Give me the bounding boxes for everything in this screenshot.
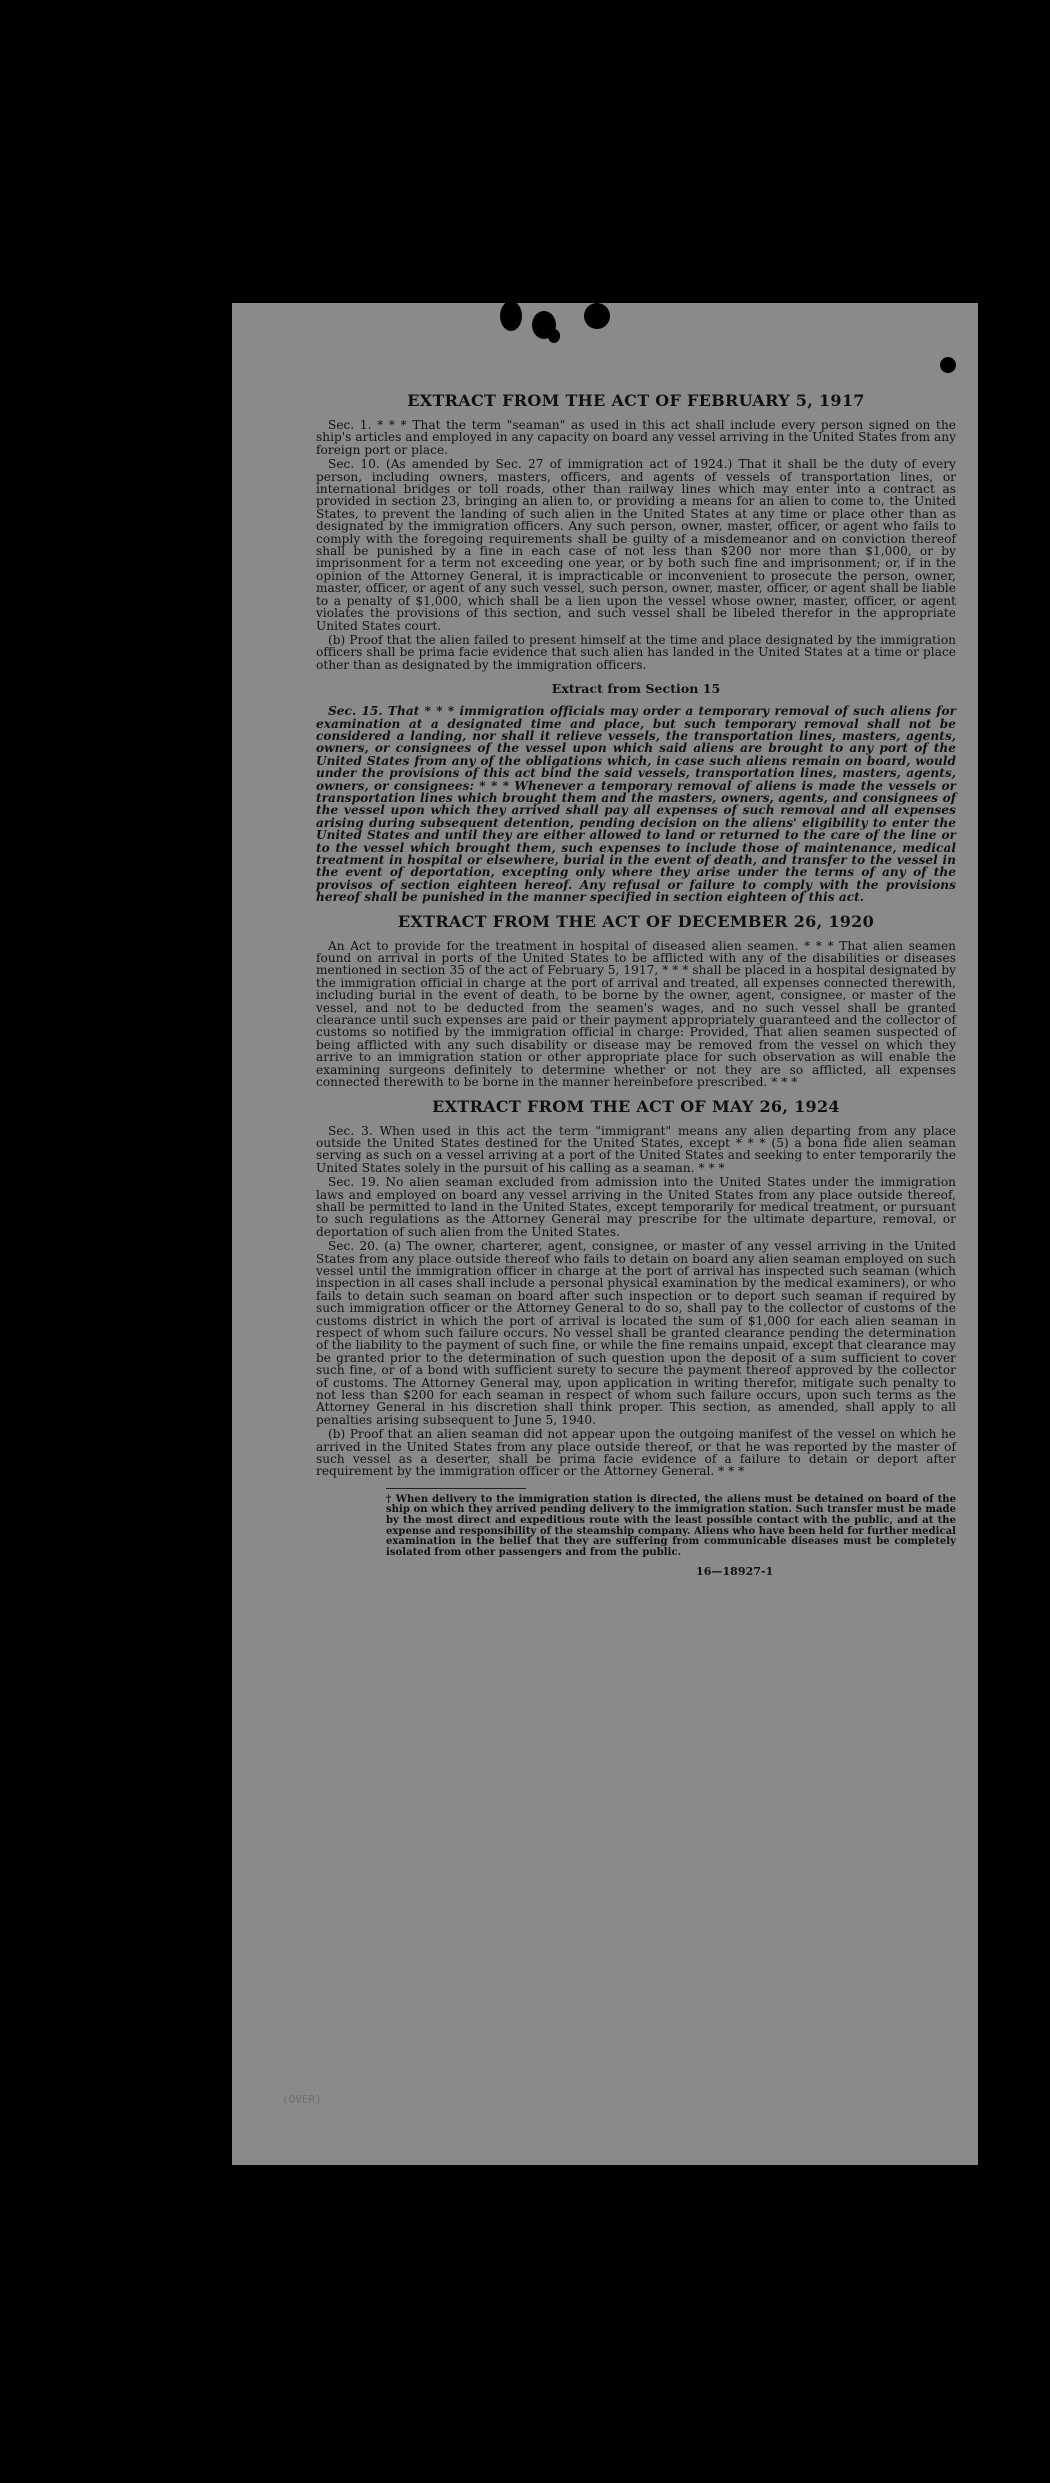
hole-mark: [584, 303, 610, 329]
act-1920-text: An Act to provide for the treatment in hospital of diseased alien seamen. * * * That alien seamen found on arrival in ports of the United States to be afflicted with any of the disabilities or diseases mentioned in section 35 of the act of February 5, 1917, * * * shall be placed in a hospital designated by the immigration official in charge at the port of arrival and treated, all expenses connected therewith, including burial in the event of death, to be borne by the owner, agent, consignee, or master of the vessel, and not to be deducted from the seamen's wages, and no such vessel shall be granted clearance until such expenses are paid or their payment appropriately guaranteed and the collector of customs so notified by the immigration official in charge: Provided, That alien seamen suspected of being afflicted with any such disability or disease may be removed from the vessel on which they arrive to an immigration station or other appropriate place for such observation as will enable the examining surgeons definitely to determine whether or not they are so afflicted, all expenses connected therewith to be borne in the manner hereinbefore prescribed. * * *: [316, 938, 956, 1090]
section-10: Sec. 10. (As amended by Sec. 27 of immigration act of 1924.) That it shall be the duty of every person, including owners, masters, officers, and agents of vessels of transportation lines, or international bridges or toll roads, other than railway lines which may enter into a contract as provided in section 23, bringing an alien to, or providing a means for an alien to come to, the United States, to prevent the landing of such alien in the United States at any time or place other than as designated by the immigration officers. Any such person, owner, master, officer, or agent who fails to comply with the foregoing requirements shall be guilty of a misdemeanor and on conviction thereof shall be punished by a fine in each case of not less than $200 nor more than $1,000, or by imprisonment for a term not exceeding one year, or by both such fine and imprisonment; or, if in the opinion of the Attorney General, it is impracticable or inconvenient to prosecute the person, owner, master, officer, or agent of any such vessel, such person, owner, master, officer, or agent shall be liable to a penalty of $1,000, which shall be a lien upon the vessel whose owner, master, officer, or agent violates the provisions of this section, and such vessel shall be libeled therefor in the appropriate United States court.: [316, 457, 956, 633]
section-20b: (b) Proof that an alien seaman did not appear upon the outgoing manifest of the vessel on which he arrived in the United States from any place outside thereof, or that he was reported by the master of such vessel as a deserter, shall be prima facie evidence of a failure to detain or deport after requirement by the immigration officer or the Attorney General. * * *: [316, 1427, 956, 1479]
heading-act-1924: EXTRACT FROM THE ACT OF MAY 26, 1924: [432, 1096, 840, 1116]
heading-act-1920: EXTRACT FROM THE ACT OF DECEMBER 26, 1920: [397, 911, 875, 931]
footnote: † When delivery to the immigration station is directed, the aliens must be detained on board of the ship on which they arrived pending delivery to the immigration station. Such transfer must be made by the most direct and expeditious route with the least possible contact with the public, and at the expense and responsibility of the steamship company. Aliens who have been held for further medical examination in the belief that they are suffering from communicable diseases must be completely isolated from other passengers and from the public.: [386, 1493, 956, 1558]
form-number: 16—18927-1: [696, 1565, 774, 1579]
section-19: Sec. 19. No alien seaman excluded from admission into the United States under the immigration laws and employed on board any vessel arriving in the United States from any place outside thereof, shall be permitted to land in the United States, except temporarily for medical treatment, or pursuant to such regulations as the Attorney General may prescribe for the ultimate departure, removal, or deportation of such alien from the United States.: [316, 1175, 956, 1239]
divider: [386, 1488, 526, 1489]
section-10b: (b) Proof that the alien failed to present himself at the time and place designated by the immigration officers shall be prima facie evidence that such alien has landed in the United States at a time or place other than as designated by the immigration officers.: [316, 632, 956, 672]
hole-mark: [548, 329, 560, 343]
section-20: Sec. 20. (a) The owner, charterer, agent, consignee, or master of any vessel arriving in the United States from any place outside thereof who fails to detain on board any alien seaman employed on such vessel until the immigration officer in charge at the port of arrival has inspected such seaman (which inspection in all cases shall include a personal physical examination by the medical examiners), or who fails to detain such seaman on board after such inspection or to deport such seaman if required by such immigration officer or the Attorney General to do so, shall pay to the collector of customs of the customs district in which the port of arrival is located the sum of $1,000 for each alien seaman in respect of whom such failure occurs. No vessel shall be granted clearance pending the determination of the liability to the payment of such fine, or while the fine remains unpaid, except that clearance may be granted prior to the determination of such question upon the deposit of a sum sufficient to cover such fine, or of a bond with sufficient surety to secure the payment thereof approved by the collector of customs. The Attorney General may, upon application in writing therefor, mitigate such penalty to not less than $200 for each seaman in respect of whom such failure occurs, upon such terms as the Attorney General in his discretion shall think proper. This section, as amended, shall apply to all penalties arising subsequent to June 5, 1940.: [316, 1239, 956, 1427]
heading-section-15: Extract from Section 15: [551, 681, 721, 697]
section-1: Sec. 1. * * * That the term "seaman" as used in this act shall include every person signed on the ship's articles and employed in any capacity on board any vessel arriving in the United States from any foreign port or place.: [316, 418, 956, 457]
hole-mark: [940, 357, 956, 373]
hole-mark: [500, 301, 522, 331]
heading-act-1917: EXTRACT FROM THE ACT OF FEBRUARY 5, 1917: [407, 391, 865, 410]
document-sheet: [232, 303, 978, 2165]
section-3: Sec. 3. When used in this act the term "immigrant" means any alien departing from any place outside the United States destined for the United States, except * * * (5) a bona fide alien seaman serving as such on a vessel arriving at a port of the United States and seeking to enter temporarily the United States solely in the pursuit of his calling as a seaman. * * *: [316, 1123, 956, 1175]
faint-stamp: (OVER): [282, 2093, 322, 2106]
document-body: [316, 383, 956, 1579]
section-15: Sec. 15. That * * * immigration officials may order a temporary removal of such aliens for examination at a designated time and place, but such temporary removal shall not be considered a landing, nor shall it relieve vessels, the transportation lines, masters, agents, owners, or consignees of the vessel upon which said aliens are brought to any port of the United States from any of the obligations which, in case such aliens remain on board, would under the provisions of this act bind the said vessels, transportation lines, masters, agents, owners, or consignees: * * * Whenever a temporary removal of aliens is made the vessels or transportation lines which brought them and the masters, owners, agents, and consignees of the vessel upon which they arrived shall pay all expenses of such removal and all expenses arising during subsequent detention, pending decision on the aliens' eligibility to enter the United States and until they are either allowed to land or returned to the care of the line or to the vessel which brought them, such expenses to include those of maintenance, medical treatment in hospital or elsewhere, burial in the event of death, and transfer to the vessel in the event of deportation, excepting only where they arise under the terms of any of the provisos of section eighteen hereof. Any refusal or failure to comply with the provisions hereof shall be punished in the manner specified in section eighteen of this act.: [316, 704, 956, 905]
